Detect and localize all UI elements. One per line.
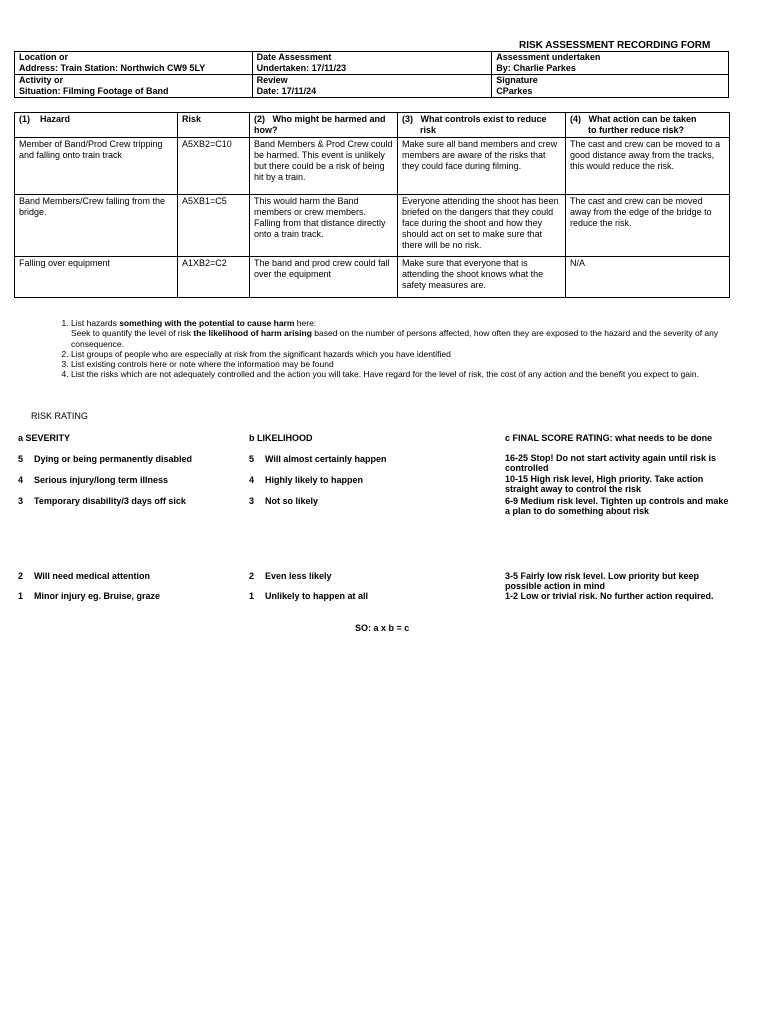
hazard-col-number: (1) (19, 114, 30, 124)
likelihood-text: Highly likely to happen (265, 475, 364, 485)
severity-text: Serious injury/long term illness (34, 475, 169, 485)
severity-item (18, 496, 186, 507)
likelihood-item (249, 591, 368, 602)
assessor-label: Assessment undertaken (496, 52, 601, 62)
controls-col-number: (3) (402, 114, 413, 124)
controls-col-label-b: risk (420, 125, 437, 135)
likelihood-number: 5 (249, 454, 255, 464)
severity-text: Dying or being permanently disabled (34, 454, 193, 464)
final-score-item: 6-9 Medium risk level. Tighten up controls and make a plan to do something about risk (505, 496, 729, 516)
severity-text: Will need medical attention (34, 571, 150, 581)
date-cell (252, 52, 492, 75)
review-value: Date: 17/11/24 (256, 86, 317, 96)
activity-value: Situation: Filming Footage of Band (19, 86, 169, 96)
severity-number: 4 (18, 475, 24, 485)
likelihood-text: Even less likely (265, 571, 332, 581)
final-score-heading: c FINAL SCORE RATING: what needs to be done (505, 433, 713, 443)
review-label: Review (256, 75, 288, 85)
who-col-label: Who might be harmed and how? (254, 114, 386, 135)
who-cell: This would harm the Band members or crew members. Falling from that distance directly onto a train track. (250, 195, 398, 257)
who-cell: The band and prod crew could fall over the equipment (250, 257, 398, 298)
signature-label: Signature (496, 75, 538, 85)
likelihood-item (249, 496, 318, 507)
action-cell: The cast and crew can be moved to a good distance away from the tracks, this would reduce the risk. (566, 138, 730, 195)
final-score-item: 3-5 Fairly low risk level. Low priority but keep possible action in mind (505, 571, 700, 591)
location-value: Address: Train Station: Northwich CW9 5LY (19, 63, 206, 73)
instruction-1-sub-pre: Seek to quantify the level of risk (71, 328, 194, 339)
hazard-table (14, 112, 730, 298)
assessor-cell (492, 52, 729, 75)
severity-item (18, 591, 160, 602)
action-col-label-a: What action can be taken (588, 114, 697, 124)
instruction-1-sub (71, 328, 734, 349)
controls-col-label-a: What controls exist to reduce (420, 114, 547, 124)
activity-label: Activity or (19, 75, 64, 85)
severity-number: 1 (18, 591, 24, 601)
likelihood-item (249, 571, 332, 582)
severity-number: 5 (18, 454, 24, 464)
controls-cell: Make sure all band members and crew members are aware of the risks that they could face during filming. (398, 138, 566, 195)
likelihood-item (249, 475, 363, 486)
severity-number: 3 (18, 496, 24, 506)
likelihood-heading: b LIKELIHOOD (249, 433, 313, 443)
action-cell: N/A (566, 257, 730, 298)
controls-cell: Make sure that everyone that is attending the shoot knows what the safety measures are. (398, 257, 566, 298)
severity-item (18, 475, 168, 486)
severity-item (18, 571, 150, 582)
final-score-item: 10-15 High risk level, High priority. Take action straight away to control the risk (505, 474, 704, 494)
instruction-item: 4. List the risks which are not adequately controlled and the action you will take. Have regard for the level of risk, the cost of any action and the benefit you expect to gain. (71, 369, 734, 379)
hazard-cell: Member of Band/Prod Crew tripping and falling onto train track (15, 138, 178, 195)
signature-cell (492, 75, 729, 98)
severity-text: Minor injury eg. Bruise, graze (34, 591, 161, 601)
instruction-1-bold: something with the potential to cause harm (119, 318, 295, 328)
severity-number: 2 (18, 571, 24, 581)
activity-cell (15, 75, 253, 98)
likelihood-item (249, 454, 386, 465)
final-score-item: 1-2 Low or trivial risk. No further action required. (505, 591, 714, 601)
controls-column-header (398, 113, 566, 138)
likelihood-number: 2 (249, 571, 255, 581)
likelihood-text: Will almost certainly happen (265, 454, 387, 464)
date-value: Undertaken: 17/11/23 (256, 63, 347, 73)
risk-cell: A5XB1=C5 (178, 195, 250, 257)
hazard-cell: Falling over equipment (15, 257, 178, 298)
instruction-1-sub-bold: the likelihood of harm arising (193, 328, 312, 339)
likelihood-number: 4 (249, 475, 255, 485)
header-table (14, 51, 729, 98)
who-cell: Band Members & Prod Crew could be harmed. This event is unlikely but there could be a risk of being hit by a train. (250, 138, 398, 195)
risk-cell: A5XB2=C10 (178, 138, 250, 195)
action-col-label-b: to further reduce risk? (588, 125, 685, 135)
risk-column-header: Risk (178, 113, 250, 138)
hazard-col-label: Hazard (40, 114, 71, 124)
signature-value: CParkes (496, 86, 533, 96)
risk-cell: A1XB2=C2 (178, 257, 250, 298)
hazard-row (15, 257, 730, 298)
location-label: Location or (19, 52, 68, 62)
severity-text: Temporary disability/3 days off sick (34, 496, 186, 506)
formula: SO: a x b = c (355, 623, 410, 633)
hazard-row (15, 138, 730, 195)
form-title: RISK ASSESSMENT RECORDING FORM (519, 40, 711, 51)
likelihood-number: 1 (249, 591, 255, 601)
hazard-cell: Band Members/Crew falling from the bridge. (15, 195, 178, 257)
controls-cell: Everyone attending the shoot has been briefed on the dangers that they could face during the shoot and how they should act on set to make sure that there will be no risk. (398, 195, 566, 257)
assessor-value: By: Charlie Parkes (496, 63, 576, 73)
instruction-item (71, 318, 734, 349)
action-column-header (566, 113, 730, 138)
who-column-header (250, 113, 398, 138)
location-cell (15, 52, 253, 75)
likelihood-number: 3 (249, 496, 255, 506)
risk-rating-title: RISK RATING (31, 411, 88, 421)
who-col-number: (2) (254, 114, 265, 124)
instruction-1-post: here: (294, 318, 317, 328)
action-col-number: (4) (570, 114, 581, 124)
date-label: Date Assessment (256, 52, 332, 62)
instruction-item: 3. List existing controls here or note where the information may be found (71, 359, 734, 369)
instruction-1-pre: List hazards (71, 318, 120, 328)
review-cell (252, 75, 492, 98)
instruction-1-sub-post: based on the number of persons affected, how often they are exposed to the hazard and the severity of any consequence. (71, 328, 719, 349)
likelihood-text: Not so likely (265, 496, 319, 506)
final-score-item: 16-25 Stop! Do not start activity again until risk is controlled (505, 453, 717, 473)
instruction-item: 2. List groups of people who are especially at risk from the significant hazards which you have identified (71, 349, 734, 359)
hazard-column-header (15, 113, 178, 138)
action-cell: The cast and crew can be moved away from the edge of the bridge to reduce the risk. (566, 195, 730, 257)
severity-item (18, 454, 192, 465)
likelihood-text: Unlikely to happen at all (265, 591, 369, 601)
severity-heading: a SEVERITY (18, 433, 71, 443)
instructions-list (54, 318, 734, 380)
hazard-row (15, 195, 730, 257)
